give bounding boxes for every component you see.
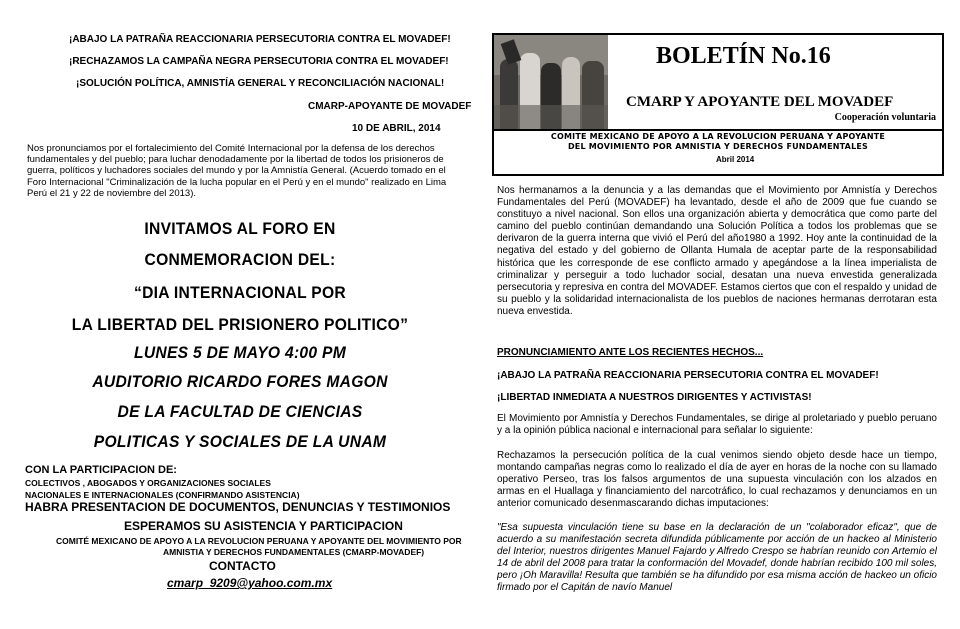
event-line-3: DE LA FACULTAD DE CIENCIAS [117,402,363,421]
org-title-line-2: DEL MOVIMIENTO POR AMNISTIA Y DERECHOS FUNDAMENTALES [567,141,869,151]
intro-paragraph: Nos hermanamos a la denuncia y a las demandas que el Movimiento por Amnistía y Derechos Fundamentales del Perú (MOVADEF) ha levantado, desde el año de 2009 que fue cuando se constituyo a nivel nacional. Son ellos una organización abierta y democrática que como parte del camino del pueblo continúan demandando una Solución Política a todos los problemas que se derivaron de la guerra interna que vivió el Perú del año1980 a 1992. Hoy ante la continuidad de la negativa del estado y del gobierno de Ollanta Humala de aceptar parte de la responsabilidad histórica que les corresponde de ese conflicto armado y apegándose a la línea imperialista de criminalizar y perseguir a todo luchador social, desatan una nueva envestida generalizada persecutoria y represiva en contra del MOVADEF. Estamos ciertos que con el respaldo y unidad de su pueblo y la solidaridad internacionalista de los pueblos de naciones hermanas derrotaran esta nueva envestida. [497,185,937,317]
quote-paragraph: "Esa supuesta vinculación tiene su base en la declaración de un "colaborador eficaz", que de acuerdo a su manifestación secreta difundida públicamente por acción de un hackeo al Ministerio del Interior, nuestros dirigentes Manuel Fajardo y Alfredo Crespo se habrían reunido con Artemio el 14 de abril del 2008 para tratar la conformación del Movadef, donde habrían recibido 100 mil soles, pero ¡Oh Maravilla! Resulta que también se ha difundido por esa misma acción de hackeo un oficio firmado por el Capitán de navío Manuel [497,522,937,594]
invite-line-3: “DIA INTERNACIONAL POR [133,283,347,302]
org-date: Abril 2014 [716,155,755,164]
committee-line-2: AMNISTIA Y DERECHOS FUNDAMENTALES (CMARP-MOVADEF) [163,547,425,557]
committee-line-1: COMITÉ MEXICANO DE APOYO A LA REVOLUCION PERUANA Y APOYANTE DEL MOVIMIENTO POR [56,536,462,546]
paragraph-3: Rechazamos la persecución política de la cual venimos siendo objeto desde hace un tiempo, montando campañas negras como lo realizado el día de ayer en horas de la noche con su llamado operativo Perseo, tras los falsos argumentos de una supuesta vinculación con los alzados en armas en el Huallaga y financiamiento del narcotráfico, lo cual rechazamos y denunciamos en un anterior comunicado desenmascarando dichas imputaciones: [497,450,937,510]
headline-3: ¡SOLUCIÓN POLÍTICA, AMNISTÍA GENERAL Y RECONCILIACIÓN NACIONAL! [76,78,445,89]
slogan-1: ¡ABAJO LA PATRAÑA REACCIONARIA PERSECUTORIA CONTRA EL MOVADEF! [497,370,879,381]
invite-line-1: INVITAMOS AL FORO EN [144,219,336,238]
presentation-line: HABRA PRESENTACION DE DOCUMENTOS, DENUNCIAS Y TESTIMONIOS [25,500,451,514]
contact-label: CONTACTO [209,559,276,573]
event-line-1: LUNES 5 DE MAYO 4:00 PM [133,343,347,362]
bulletin-header [492,33,944,131]
event-line-4: POLITICAS Y SOCIALES DE LA UNAM [93,432,387,451]
headline-2: ¡RECHAZAMOS LA CAMPAÑA NEGRA PERSECUTORIA CONTRA EL MOVADEF! [69,56,449,67]
org-banner [492,129,944,176]
event-line-2: AUDITORIO RICARDO FORES MAGON [92,372,388,391]
cooperation-note: Cooperación voluntaria [834,112,936,123]
org-title [494,132,942,151]
group-photo [494,35,608,129]
slogan-2: ¡LIBERTAD INMEDIATA A NUESTROS DIRIGENTES Y ACTIVISTAS! [497,392,812,403]
bulletin-right-page [480,0,960,629]
contact-email[interactable]: cmarp_9209@yahoo.com.mx [167,576,333,590]
invite-line-4: LA LIBERTAD DEL PRISIONERO POLITICO” [71,315,409,334]
left-paragraph: Nos pronunciamos por el fortalecimiento del Comité Internacional por la defensa de los derechos fundamentales y del pueblo; para luchar denodadamente por la libertad de todos los prisioneros de guerra, políticos y luchadores sociales del mundo y por la Amnistía General. (Acuerdo tomado en el Foro Internacional "Criminalización de la lucha popular en el Perú y en el mundo" realizado en Lima Perú el 21 y 22 de noviembre del 2013). [27,143,447,199]
pronouncement-heading: PRONUNCIAMIENTO ANTE LOS RECIENTES HECHOS... [497,347,764,358]
paragraph-2: El Movimiento por Amnistía y Derechos Fundamentales, se dirige al proletariado y pueblo peruano y a la opinión pública nacional e internacional para señalar lo siguiente: [497,413,937,437]
attendance-line: ESPERAMOS SU ASISTENCIA Y PARTICIPACION [124,519,403,533]
org-title-line-1: COMITE MEXICANO DE APOYO A LA REVOLUCION PERUANA Y APOYANTE [550,132,886,141]
participants-line-2: NACIONALES E INTERNACIONALES (CONFIRMANDO ASISTENCIA) [25,490,300,500]
participants-line-1: COLECTIVOS , ABOGADOS Y ORGANIZACIONES SOCIALES [25,478,271,488]
bulletin-title: BOLETÍN No.16 [656,43,831,69]
invite-line-2: CONMEMORACION DEL: [144,250,336,269]
headline-1: ¡ABAJO LA PATRAÑA REACCIONARIA PERSECUTORIA CONTRA EL MOVADEF! [69,34,451,45]
bulletin-subtitle: CMARP Y APOYANTE DEL MOVADEF [626,94,894,110]
participation-title: CON LA PARTICIPACION DE: [25,464,177,476]
signature: CMARP-APOYANTE DE MOVADEF [308,101,472,112]
date: 10 DE ABRIL, 2014 [352,123,441,134]
